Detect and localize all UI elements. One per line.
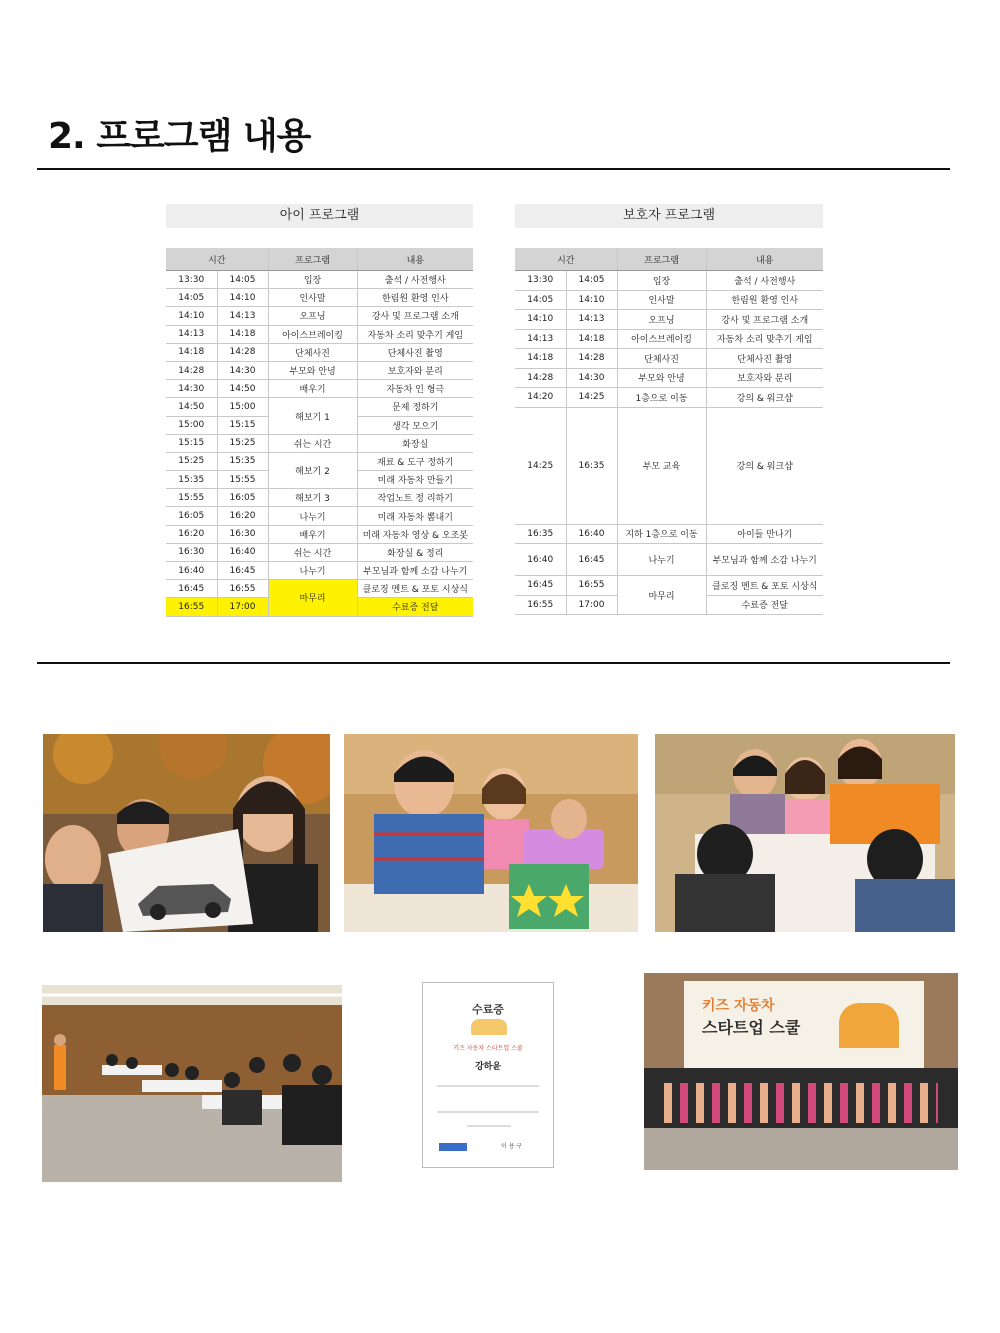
start-time-cell: 14:25 [515,407,566,524]
certificate-date-line [467,1125,511,1127]
end-time-cell: 16:30 [217,525,268,543]
end-time-cell: 14:05 [217,271,268,289]
table-row [515,524,823,544]
table-row [166,398,473,416]
content-cell: 보호자와 분리 [357,361,473,379]
end-time-cell: 15:55 [217,471,268,489]
photo-parent-seminar [42,985,342,1182]
end-time-cell: 15:35 [217,452,268,470]
content-cell: 강의 & 워크샵 [706,407,823,524]
parents-header-program: 프로그램 [617,248,706,271]
start-time-cell: 16:45 [515,576,566,596]
kids-header-program: 프로그램 [268,248,357,271]
content-cell: 단체사진 촬영 [357,343,473,361]
table-row [166,562,473,580]
end-time-cell: 17:00 [566,595,617,615]
start-time-cell: 16:45 [166,580,217,598]
content-cell: 자동차 인 형극 [357,380,473,398]
end-time-cell: 14:13 [217,307,268,325]
table-row [166,525,473,543]
program-cell: 단체사진 [268,343,357,361]
certificate-program: 키즈 자동차 스타트업 스쿨 [453,1045,523,1052]
content-cell: 화장실 [357,434,473,452]
start-time-cell: 14:28 [166,361,217,379]
parents-header-time: 시간 [515,248,617,271]
table-row [166,489,473,507]
photo-boy-building-car [344,734,638,932]
content-cell: 수료증 전달 [357,598,473,616]
table-row [166,380,473,398]
program-cell: 배우기 [268,525,357,543]
end-time-cell: 14:25 [566,388,617,408]
top-divider [37,168,950,170]
program-cell: 배우기 [268,380,357,398]
photo-family-with-drawing [43,734,330,932]
end-time-cell: 14:18 [217,325,268,343]
program-cell: 오프닝 [617,310,706,330]
end-time-cell: 14:30 [566,368,617,388]
end-time-cell: 15:00 [217,398,268,416]
start-time-cell: 15:00 [166,416,217,434]
content-cell: 보호자와 분리 [706,368,823,388]
start-time-cell: 14:05 [166,289,217,307]
end-time-cell: 14:28 [217,343,268,361]
table-row [166,289,473,307]
program-cell: 입장 [617,271,706,291]
start-time-cell: 16:20 [166,525,217,543]
certificate-image [422,982,554,1168]
table-row [166,434,473,452]
parents-schedule-table [515,248,823,615]
content-cell: 문제 정하기 [357,398,473,416]
end-time-cell: 14:50 [217,380,268,398]
program-cell: 아이스브레이킹 [268,325,357,343]
table-row [166,580,473,598]
program-cell: 해보기 3 [268,489,357,507]
start-time-cell: 16:40 [166,562,217,580]
start-time-cell: 16:30 [166,543,217,561]
program-cell: 1층으로 이동 [617,388,706,408]
content-cell: 미래 자동차 뽐내기 [357,507,473,525]
program-cell: 마무리 [268,580,357,616]
program-cell: 지하 1층으로 이동 [617,524,706,544]
table-row [166,452,473,470]
program-cell: 해보기 2 [268,452,357,488]
end-time-cell: 16:40 [566,524,617,544]
table-row [515,271,823,291]
program-cell: 아이스브레이킹 [617,329,706,349]
end-time-cell: 16:45 [566,544,617,576]
certificate-body-lines [437,1085,539,1113]
kids-header-time: 시간 [166,248,268,271]
start-time-cell: 14:28 [515,368,566,388]
bottom-divider [37,662,950,664]
table-row [166,307,473,325]
program-cell: 쉬는 시간 [268,434,357,452]
start-time-cell: 15:15 [166,434,217,452]
program-cell: 쉬는 시간 [268,543,357,561]
content-cell: 부모님과 함께 소감 나누기 [706,544,823,576]
end-time-cell: 14:30 [217,361,268,379]
kids-schedule-table [166,248,473,617]
table-row [515,329,823,349]
start-time-cell: 13:30 [515,271,566,291]
program-cell: 부모와 안녕 [617,368,706,388]
content-cell: 생각 모으기 [357,416,473,434]
end-time-cell: 17:00 [217,598,268,616]
table-row [515,576,823,596]
start-time-cell: 16:40 [515,544,566,576]
table-row [166,361,473,379]
program-cell: 해보기 1 [268,398,357,434]
content-cell: 화장실 & 정리 [357,543,473,561]
program-cell: 나누기 [268,562,357,580]
content-cell: 강의 & 워크샵 [706,388,823,408]
table-row [515,544,823,576]
program-cell: 부모 교육 [617,407,706,524]
certificate-seal [439,1143,467,1151]
end-time-cell: 16:55 [566,576,617,596]
table-row [515,310,823,330]
content-cell: 아이들 만나기 [706,524,823,544]
content-cell: 한림원 환영 인사 [706,290,823,310]
content-cell: 작업노트 정 리하기 [357,489,473,507]
table-row [515,407,823,524]
table-row [166,507,473,525]
end-time-cell: 14:13 [566,310,617,330]
parents-program-title: 보호자 프로그램 [515,204,823,228]
end-time-cell: 16:45 [217,562,268,580]
start-time-cell: 14:05 [515,290,566,310]
certificate-heading: 수료증 [472,1003,504,1016]
end-time-cell: 16:05 [217,489,268,507]
program-cell: 인사말 [268,289,357,307]
program-cell: 나누기 [617,544,706,576]
end-time-cell: 14:18 [566,329,617,349]
end-time-cell: 14:28 [566,349,617,369]
certificate-signature: 이 용 구 [501,1143,523,1150]
content-cell: 수료증 전달 [706,595,823,615]
content-cell: 미래 자동차 영상 & 오조봇 [357,525,473,543]
table-row [515,290,823,310]
start-time-cell: 16:35 [515,524,566,544]
table-row [166,543,473,561]
content-cell: 한림원 환영 인사 [357,289,473,307]
start-time-cell: 15:35 [166,471,217,489]
program-cell: 인사말 [617,290,706,310]
photo-kids-drawing [655,734,955,932]
content-cell: 자동차 소리 맞추기 게임 [357,325,473,343]
end-time-cell: 16:20 [217,507,268,525]
program-cell: 부모와 안녕 [268,361,357,379]
program-cell: 나누기 [268,507,357,525]
content-cell: 강사 및 프로그램 소개 [357,307,473,325]
end-time-cell: 16:55 [217,580,268,598]
start-time-cell: 14:30 [166,380,217,398]
end-time-cell: 15:15 [217,416,268,434]
start-time-cell: 15:25 [166,452,217,470]
end-time-cell: 14:05 [566,271,617,291]
program-cell: 오프닝 [268,307,357,325]
start-time-cell: 15:55 [166,489,217,507]
content-cell: 재료 & 도구 정하기 [357,452,473,470]
table-row [515,349,823,369]
photo-group-banner [644,973,958,1170]
end-time-cell: 15:25 [217,434,268,452]
content-cell: 자동차 소리 맞추기 게임 [706,329,823,349]
end-time-cell: 14:10 [566,290,617,310]
table-row [515,368,823,388]
page-title: 2. 프로그램 내용 [48,116,311,157]
content-cell: 출석 / 사전행사 [706,271,823,291]
banner-line1: 키즈 자동차 [702,998,775,1014]
content-cell: 미래 자동차 만들기 [357,471,473,489]
start-time-cell: 14:13 [515,329,566,349]
kids-program-title: 아이 프로그램 [166,204,473,228]
start-time-cell: 13:30 [166,271,217,289]
start-time-cell: 14:10 [515,310,566,330]
kids-header-content: 내용 [357,248,473,271]
table-row [166,343,473,361]
content-cell: 클로징 멘트 & 포토 시상식 [706,576,823,596]
program-cell: 단체사진 [617,349,706,369]
start-time-cell: 16:05 [166,507,217,525]
start-time-cell: 14:18 [515,349,566,369]
end-time-cell: 14:10 [217,289,268,307]
program-cell: 입장 [268,271,357,289]
table-row [166,325,473,343]
table-row [166,271,473,289]
start-time-cell: 14:13 [166,325,217,343]
table-row [515,388,823,408]
start-time-cell: 14:20 [515,388,566,408]
start-time-cell: 16:55 [166,598,217,616]
program-cell: 마무리 [617,576,706,615]
start-time-cell: 16:55 [515,595,566,615]
content-cell: 강사 및 프로그램 소개 [706,310,823,330]
content-cell: 출석 / 사전행사 [357,271,473,289]
start-time-cell: 14:18 [166,343,217,361]
end-time-cell: 16:40 [217,543,268,561]
content-cell: 클로징 멘트 & 포토 시상식 [357,580,473,598]
end-time-cell: 16:35 [566,407,617,524]
certificate-logo [471,1019,507,1035]
banner-line2: 스타트업 스쿨 [702,1018,801,1037]
content-cell: 단체사진 촬영 [706,349,823,369]
start-time-cell: 14:50 [166,398,217,416]
content-cell: 부모님과 함께 소감 나누기 [357,562,473,580]
parents-header-content: 내용 [706,248,823,271]
start-time-cell: 14:10 [166,307,217,325]
certificate-recipient: 강하윤 [474,1062,502,1072]
